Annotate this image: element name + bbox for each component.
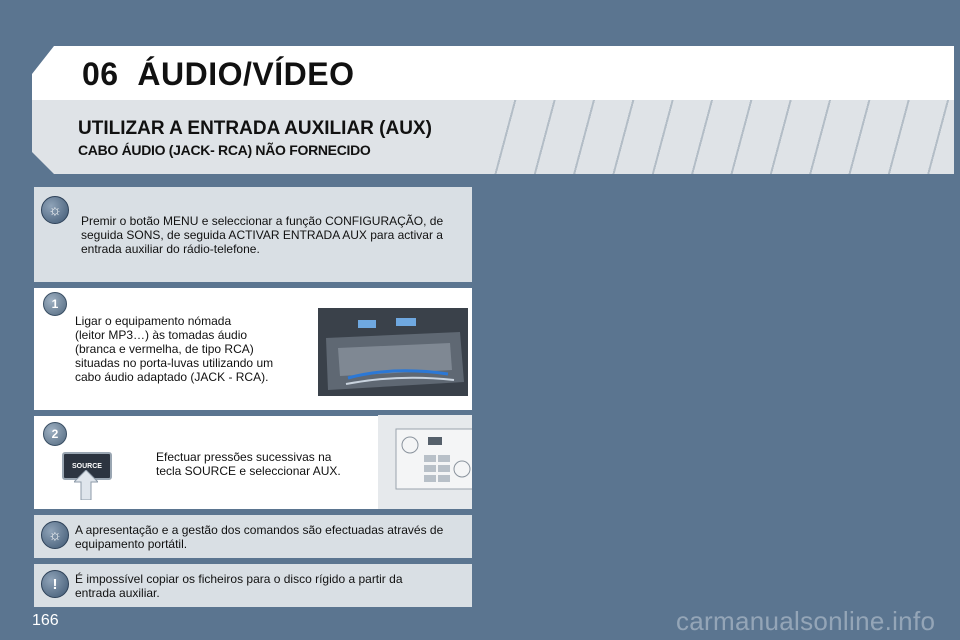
warning-line: É impossível copiar os ficheiros para o disco rígido a partir da bbox=[75, 572, 403, 586]
step-2-line: Efectuar pressões sucessivas na bbox=[156, 450, 332, 464]
step-2-line: tecla SOURCE e seleccionar AUX. bbox=[156, 464, 341, 478]
radio-panel-illustration bbox=[378, 415, 472, 509]
warning-text bbox=[75, 572, 470, 600]
chapter-number: 06 bbox=[82, 56, 119, 92]
watermark: carmanualsonline.info bbox=[676, 606, 936, 636]
step-2-text bbox=[156, 450, 376, 478]
step-1-line: Ligar o equipamento nómada bbox=[75, 314, 232, 328]
chapter-title bbox=[82, 56, 354, 93]
exclamation-icon: ! bbox=[41, 570, 69, 598]
section-title: UTILIZAR A ENTRADA AUXILIAR (AUX) bbox=[78, 118, 432, 139]
step-1-line: situadas no porta-luvas utilizando um bbox=[75, 356, 274, 370]
glovebox-illustration bbox=[318, 308, 468, 396]
chapter-name: ÁUDIO/VÍDEO bbox=[137, 56, 355, 92]
source-button[interactable]: SOURCE bbox=[62, 452, 112, 480]
step-1-line: (branca e vermelha, de tipo RCA) bbox=[75, 342, 254, 356]
section-subtitle: CABO ÁUDIO (JACK- RCA) NÃO FORNECIDO bbox=[78, 142, 371, 158]
tip-2-line: equipamento portátil. bbox=[75, 537, 188, 551]
tip-text: Premir o botão MENU e seleccionar a função CONFIGURAÇÃO, de seguida SONS, de seguida ACTIVAR ENTRADA AUX para activar a entrada auxiliar do rádio-telefone. bbox=[81, 214, 444, 256]
step-number-badge: 2 bbox=[43, 422, 67, 446]
lightbulb-icon: ☼ bbox=[41, 521, 69, 549]
arrow-up-icon bbox=[74, 470, 98, 500]
radio-drawing bbox=[378, 415, 472, 509]
decorative-stripes bbox=[477, 100, 954, 174]
step-1-text bbox=[75, 314, 325, 384]
tip-2-text bbox=[75, 523, 470, 551]
step-1-line: cabo áudio adaptado (JACK - RCA). bbox=[75, 370, 269, 384]
tip-box-portable bbox=[34, 515, 472, 558]
lightbulb-icon: ☼ bbox=[41, 196, 69, 224]
step-number-badge: 1 bbox=[43, 292, 67, 316]
page-number: 166 bbox=[32, 612, 59, 629]
warning-box bbox=[34, 564, 472, 607]
tip-2-line: A apresentação e a gestão dos comandos são efectuadas através de bbox=[75, 523, 444, 537]
tip-box-menu bbox=[34, 187, 472, 282]
step-1-line: (leitor MP3…) às tomadas áudio bbox=[75, 328, 248, 342]
glovebox-photo bbox=[318, 308, 468, 396]
warning-line: entrada auxiliar. bbox=[75, 586, 160, 600]
